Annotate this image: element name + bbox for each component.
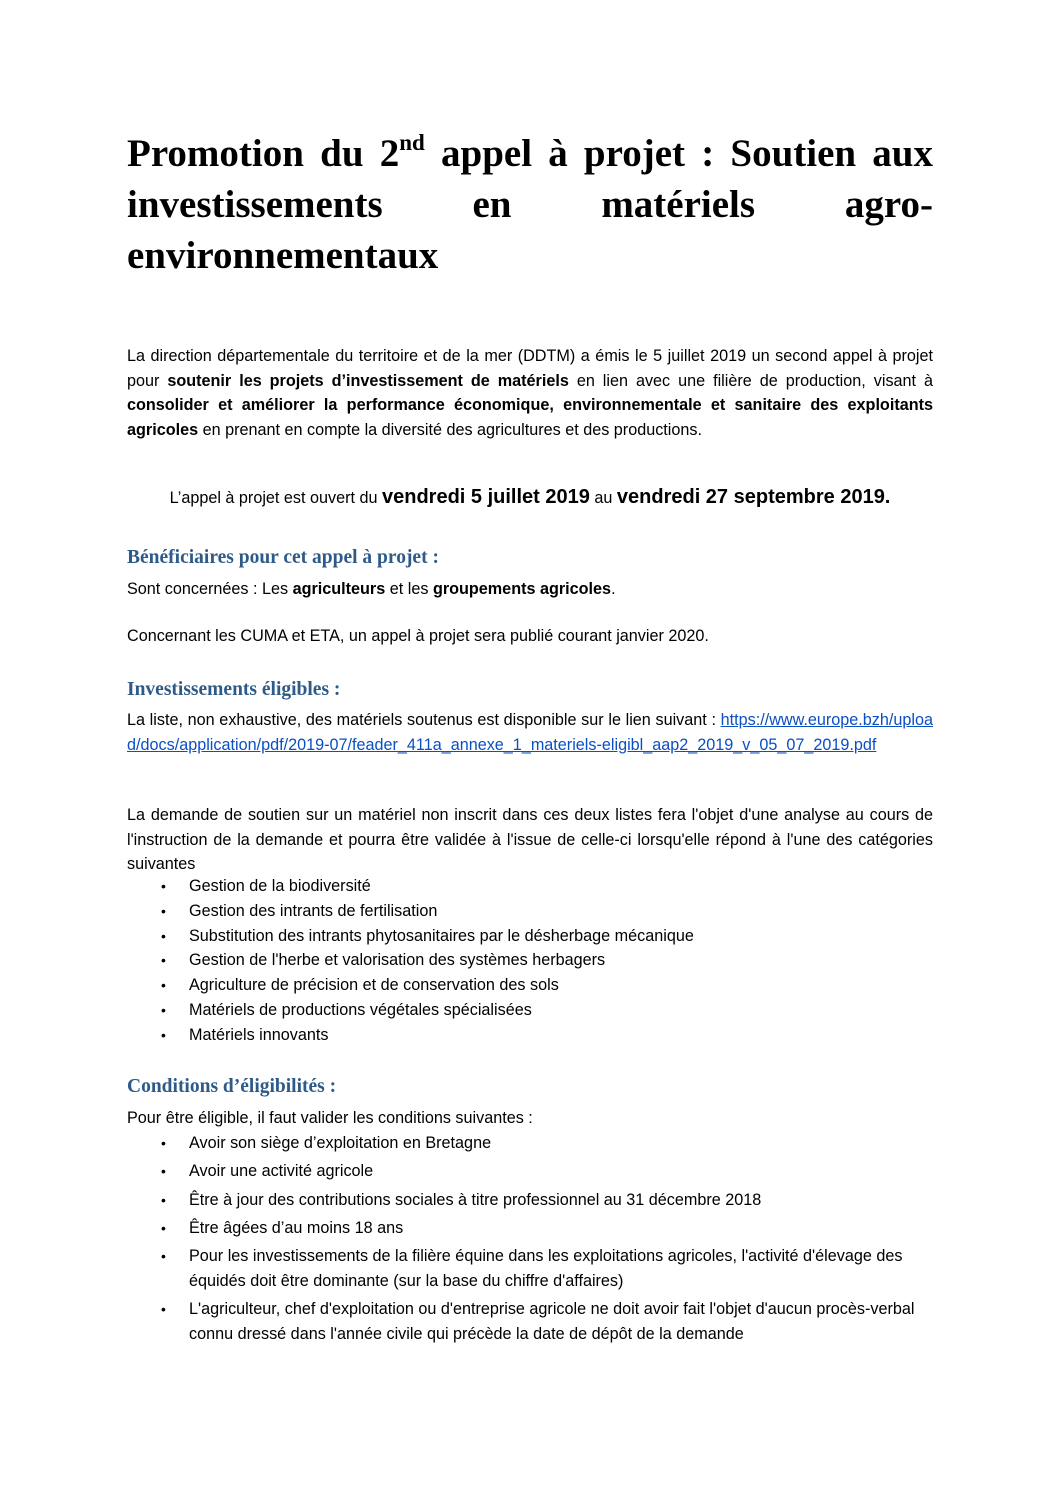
- title-part2: appel à projet : Soutien aux investissements en matériels agro-environnementaux: [127, 132, 933, 277]
- benef-bold-2: groupements agricoles: [432, 580, 612, 598]
- bullet-icon: •: [161, 878, 166, 894]
- intro-text-2: en lien avec une filière de production, visant à: [568, 371, 934, 390]
- list-item: [127, 874, 933, 899]
- title-part1: Promotion du 2: [127, 132, 400, 175]
- benef-bold-1: agriculteurs: [292, 580, 386, 598]
- benef-text-3: .: [611, 580, 616, 598]
- intro-bold-1: soutenir les projets d’investissement de matériels: [167, 371, 569, 390]
- beneficiaires-heading: Bénéficiaires pour cet appel à projet :: [127, 547, 439, 568]
- investissements-heading: Investissements éligibles :: [127, 679, 341, 700]
- list-item: [127, 899, 933, 924]
- dates-text-1: L’appel à projet est ouvert du: [169, 489, 382, 508]
- list-item-text: Être à jour des contributions sociales à titre professionnel au 31 décembre 2018: [189, 1190, 762, 1209]
- list-item: [127, 924, 933, 949]
- list-item: [127, 1188, 933, 1213]
- list-item: [127, 1244, 933, 1294]
- bullet-icon: •: [161, 1026, 166, 1043]
- materials-list-text: La liste, non exhaustive, des matériels soutenus est disponible sur le lien suivant :: [127, 711, 721, 729]
- list-item-text: Être âgées d’au moins 18 ans: [189, 1218, 404, 1237]
- list-item: [127, 1216, 933, 1241]
- categories-list: [127, 874, 933, 1048]
- conditions-list: [127, 1131, 933, 1350]
- list-item-text: Matériels de productions végétales spécialisées: [189, 1000, 532, 1019]
- dates-text-2: au: [589, 489, 617, 508]
- bullet-icon: •: [161, 1248, 166, 1265]
- intro-text-3: en prenant en compte la diversité des agricultures et des productions.: [198, 420, 702, 439]
- benef-text-2: et les: [385, 580, 433, 598]
- list-item: [127, 1131, 933, 1156]
- list-item-text: Matériels innovants: [189, 1025, 329, 1044]
- list-item-text: Pour les investissements de la filière équine dans les exploitations agricoles, l'activité d'élevage des équidés doit être dominante (sur la base du chiffre d'affaires): [189, 1247, 903, 1290]
- dates-start: vendredi 5 juillet 2019: [382, 486, 590, 509]
- materials-list-link[interactable]: https://www.europe.bzh/upload/docs/application/pdf/2019-07/feader_411a_annexe_1_materiels-eligibl_aap2_2019_v_05_07_2019.pdf: [127, 711, 933, 754]
- list-item: [127, 973, 933, 998]
- bullet-icon: •: [161, 1301, 166, 1318]
- list-item-text: L'agriculteur, chef d'exploitation ou d'entreprise agricole ne doit avoir fait l'objet d'aucun procès-verbal connu dressé dans l'année civile qui précède la date de dépôt de la demande: [189, 1300, 915, 1344]
- list-item: [127, 948, 933, 973]
- list-item-text: Substitution des intrants phytosanitaires par le désherbage mécanique: [189, 926, 694, 945]
- bullet-icon: •: [161, 1001, 166, 1018]
- conditions-intro: Pour être éligible, il faut valider les conditions suivantes :: [127, 1109, 533, 1127]
- intro-paragraph: [127, 344, 933, 442]
- document-page: [127, 0, 933, 1497]
- beneficiaires-line: [127, 577, 933, 602]
- title-superscript: nd: [399, 130, 425, 155]
- list-item-text: Avoir son siège d’exploitation en Bretagne: [189, 1134, 492, 1152]
- intro-text-1: La direction départementale du territoire et de la mer (DDTM) a émis le 5 juillet 2019 un second appel à projet pour: [127, 347, 933, 390]
- bullet-icon: •: [161, 902, 166, 919]
- bullet-icon: •: [161, 952, 166, 969]
- list-item: [127, 1297, 933, 1347]
- list-item: [127, 1159, 933, 1184]
- bullet-icon: •: [161, 927, 166, 944]
- list-item-text: Gestion des intrants de fertilisation: [189, 901, 438, 920]
- analysis-paragraph: La demande de soutien sur un matériel non inscrit dans ces deux listes fera l'objet d'une analyse au cours de l'instruction de la demande et pourra être validée à l'issue de celle-ci lorsqu'elle répond à l'une des catégories suivantes: [127, 806, 933, 873]
- bullet-icon: •: [161, 1163, 166, 1180]
- call-dates: [127, 483, 933, 512]
- materials-list-paragraph: [127, 708, 933, 757]
- bullet-icon: •: [161, 1219, 166, 1236]
- page-title: [127, 128, 933, 281]
- list-item-text: Gestion de la biodiversité: [189, 877, 371, 895]
- bullet-icon: •: [161, 1191, 166, 1208]
- intro-bold-2: consolider et améliorer la performance économique, environnementale et sanitaire des exploitants agricoles: [127, 396, 933, 439]
- list-item-text: Avoir une activité agricole: [189, 1162, 374, 1181]
- cuma-eta-line: Concernant les CUMA et ETA, un appel à projet sera publié courant janvier 2020.: [127, 627, 709, 645]
- list-item-text: Agriculture de précision et de conservation des sols: [189, 976, 559, 995]
- list-item: [127, 998, 933, 1023]
- conditions-heading: Conditions d’éligibilités :: [127, 1076, 337, 1097]
- benef-text-1: Sont concernées : Les: [127, 580, 293, 598]
- bullet-icon: •: [161, 977, 166, 994]
- list-item-text: Gestion de l'herbe et valorisation des systèmes herbagers: [189, 951, 606, 970]
- list-item: [127, 1023, 933, 1048]
- bullet-icon: •: [161, 1135, 166, 1151]
- dates-end: vendredi 27 septembre 2019.: [616, 486, 891, 509]
